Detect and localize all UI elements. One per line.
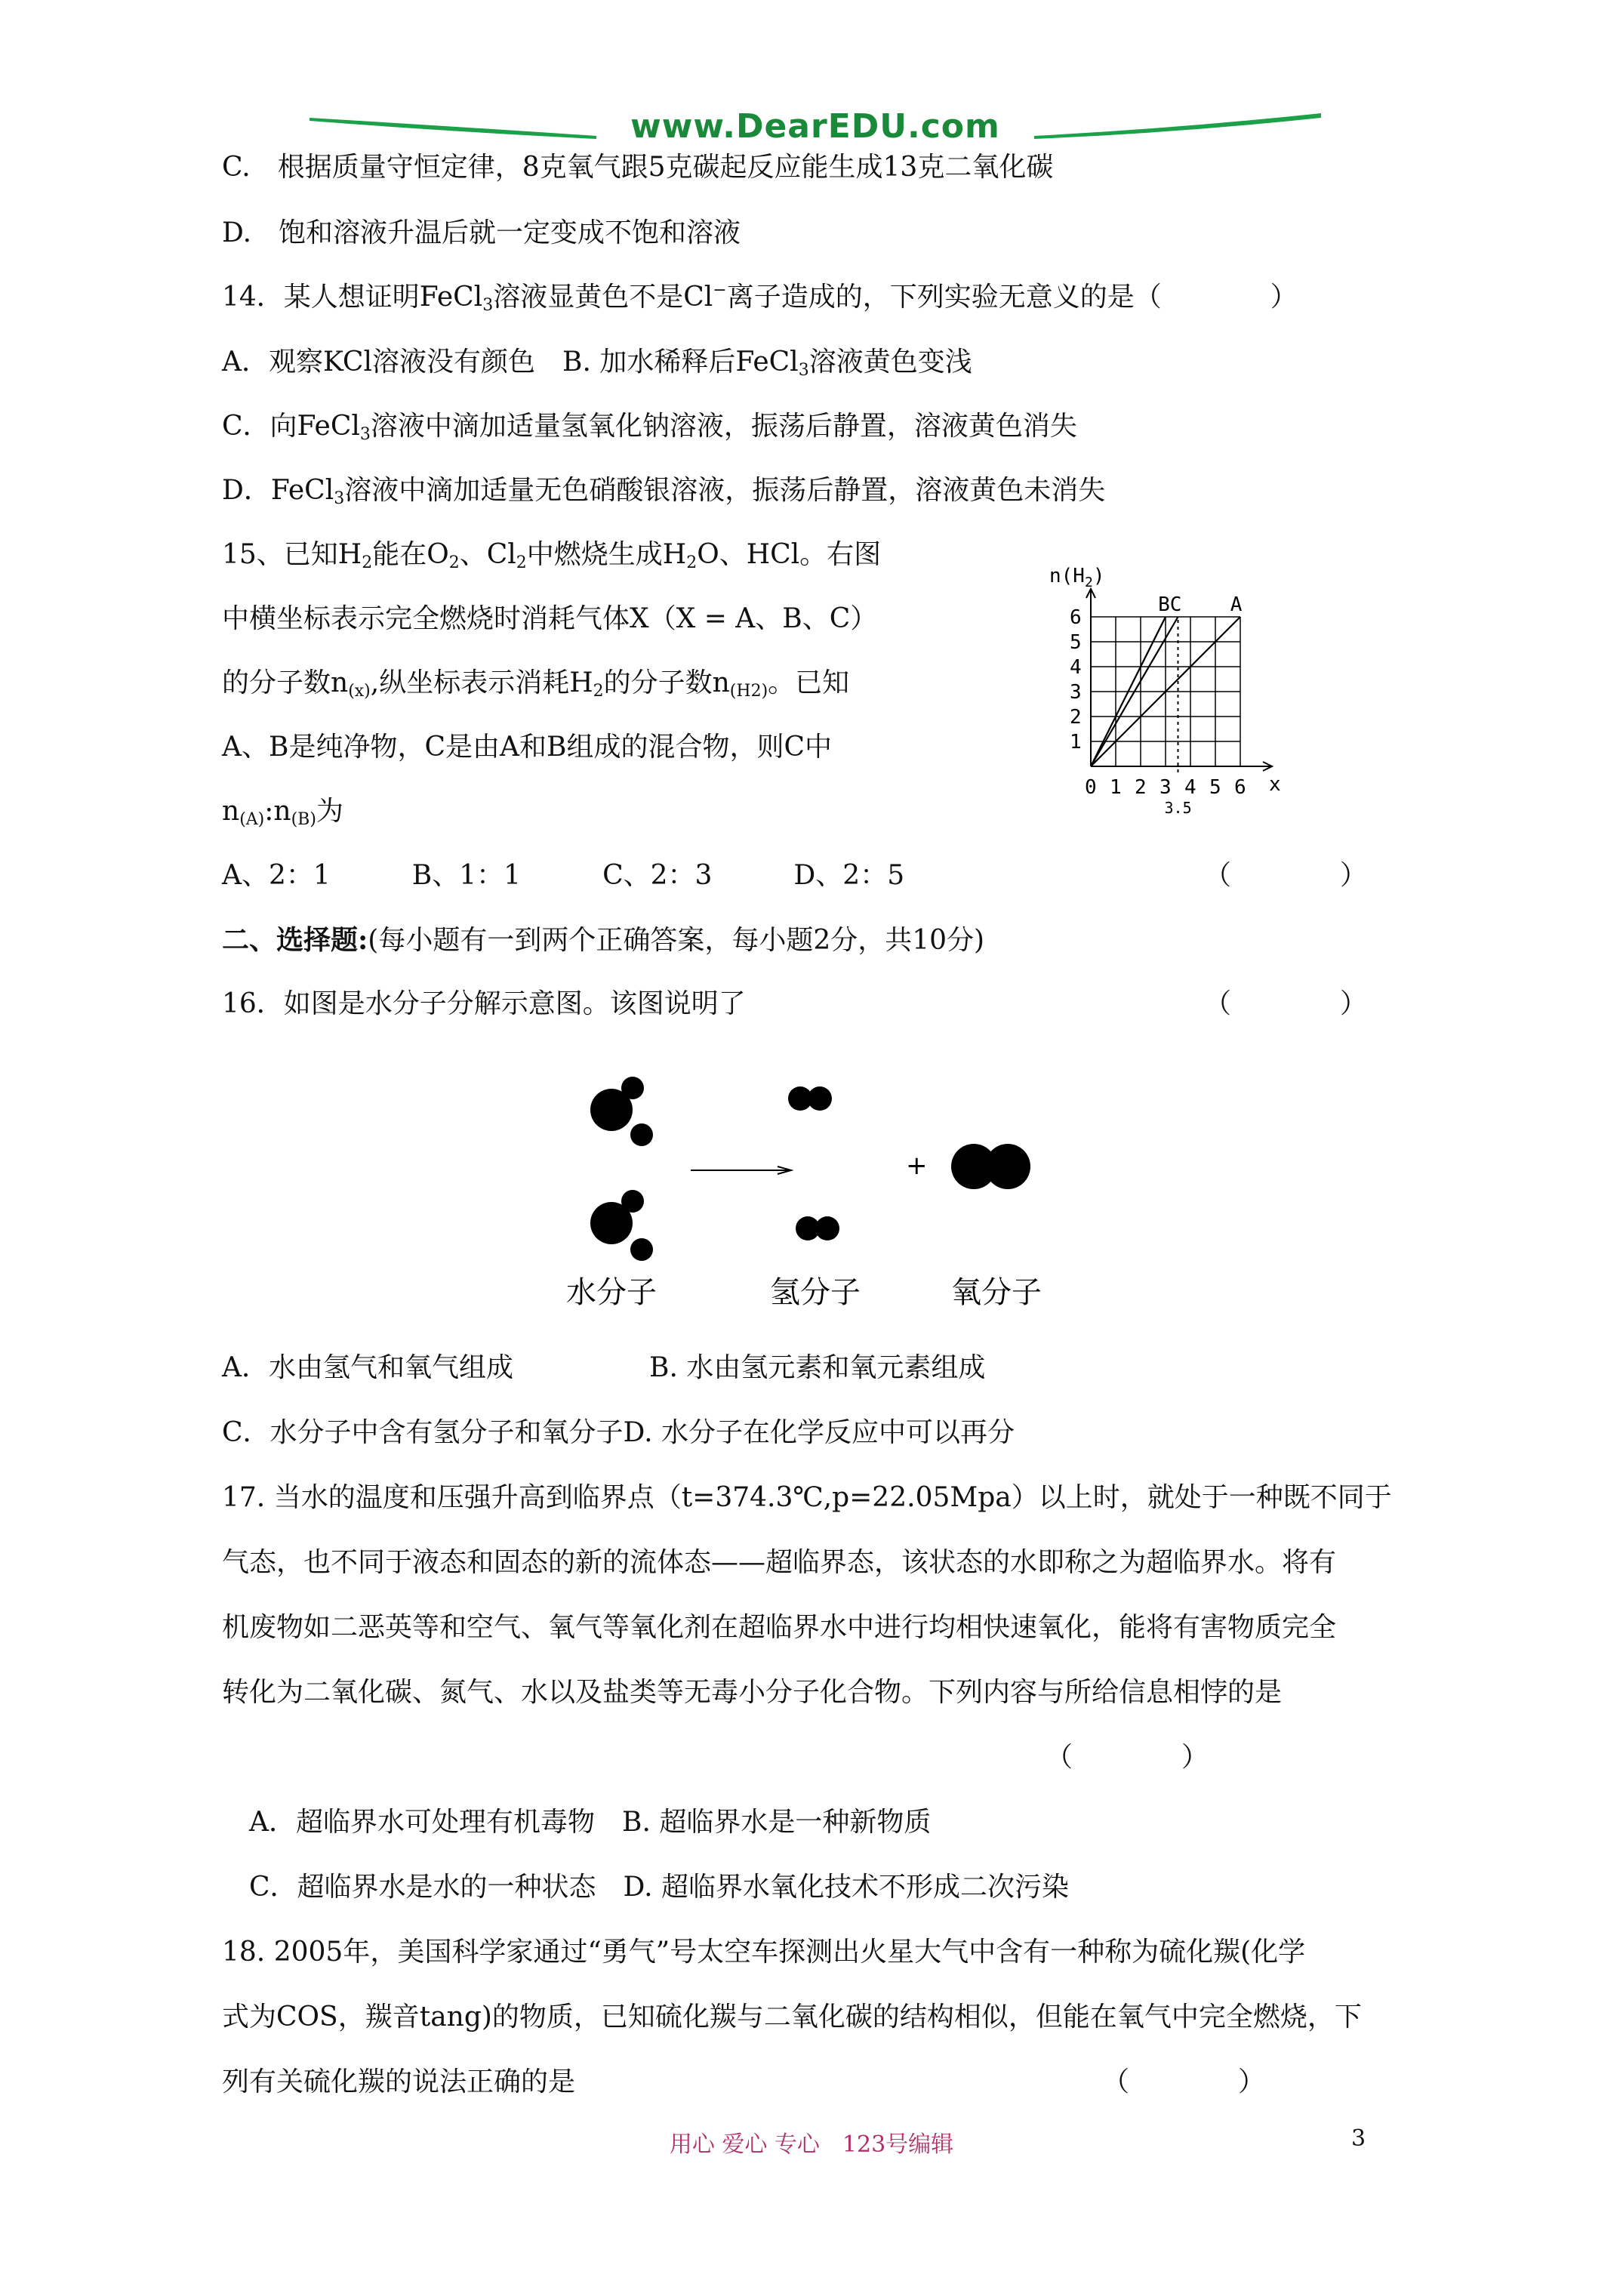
- q18-answer-paren: （ ）: [1102, 2066, 1266, 2097]
- hydrogen-molecule-1-icon: [788, 1086, 832, 1111]
- q13-option-d: D. 饱和溶液升温后就一定变成不饱和溶液: [222, 217, 741, 248]
- q15-line-2: 中横坐标表示完全燃烧时消耗气体X（X = A、B、C）: [222, 603, 878, 634]
- water-decomposition-figure: [551, 1061, 1079, 1318]
- plus-sign: +: [906, 1151, 928, 1181]
- q17-line-4: 转化为二氧化碳、氮气、水以及盐类等无毒小分子化合物。下列内容与所给信息相悖的是: [222, 1677, 1283, 1708]
- x-tick-1: 1: [1110, 776, 1122, 799]
- water-molecule-2-icon: [590, 1190, 653, 1261]
- site-url[interactable]: www.DearEDU.com: [630, 107, 1000, 146]
- graph-svg: [1049, 555, 1306, 815]
- y-tick-3: 3: [1070, 681, 1082, 704]
- label-water-molecule: 水分子: [566, 1275, 657, 1310]
- graph-ylabel: $n(H_2)$: [1049, 565, 1105, 590]
- graph-tick-3-5: 3.5: [1164, 799, 1192, 815]
- q15-line-1: 15、已知$H_2$能在$O_2$、$Cl_2$中燃烧生成$H_2O$、HCl。右图: [222, 539, 882, 572]
- graph-label-a: A: [1230, 593, 1243, 616]
- q17-options-cd: C．超临界水是水的一种状态 D. 超临界水氧化技术不形成二次污染: [249, 1872, 1070, 1903]
- q15-answer-paren: （ ）: [1204, 860, 1368, 891]
- q18-line-3: 列有关硫化羰的说法正确的是: [222, 2066, 576, 2097]
- q15-graph: [1049, 555, 1306, 815]
- q17-line-2: 气态，也不同于液态和固态的新的流体态——超临界态，该状态的水即称之为超临界水。将有: [222, 1547, 1337, 1578]
- x-tick-3: 3: [1160, 776, 1172, 799]
- reaction-arrow-icon: [691, 1166, 791, 1174]
- x-tick-2: 2: [1135, 776, 1147, 799]
- x-tick-6: 6: [1234, 776, 1246, 799]
- label-oxygen-molecule: 氧分子: [951, 1275, 1042, 1310]
- graph-label-bc: BC: [1158, 593, 1182, 616]
- q15-line-3: 的分子数$n_{(x)}$,纵坐标表示消耗$H_2$的分子数$n_{(H2)}$。已知: [222, 667, 850, 701]
- q16-stem: 16．如图是水分子分解示意图。该图说明了: [222, 988, 746, 1019]
- y-tick-2: 2: [1070, 706, 1082, 729]
- q16-answer-paren: （ ）: [1204, 988, 1368, 1019]
- page-number: 3: [1351, 2125, 1366, 2152]
- q14-option-c: C．向FeCl$_3$溶液中滴加适量氢氧化钠溶液，振荡后静置，溶液黄色消失: [222, 411, 1077, 444]
- y-tick-1: 1: [1070, 731, 1082, 754]
- q17-options-ab: A．超临界水可处理有机毒物 B. 超临界水是一种新物质: [249, 1807, 932, 1838]
- oxygen-molecule-icon: [951, 1144, 1030, 1189]
- y-tick-6: 6: [1070, 606, 1082, 629]
- q15-options: A、2：1 B、1：1 C、2：3 D、2：5: [222, 860, 905, 891]
- q14-option-d: D．FeCl$_3$溶液中滴加适量无色硝酸银溶液，振荡后静置，溶液黄色未消失: [222, 475, 1106, 508]
- footer-text: 用心 爱心 专心 123号编辑: [669, 2131, 954, 2158]
- q16-options-ab: A．水由氢气和氧气组成 B. 水由氢元素和氧元素组成: [222, 1352, 986, 1383]
- molecule-svg: [551, 1061, 1079, 1318]
- q14-stem: 14．某人想证明FeCl$_3$溶液显黄色不是Cl−离子造成的，下列实验无意义的是（ ）: [222, 281, 1298, 315]
- q17-line-1: 17. 当水的温度和压强升高到临界点（t=374.3℃,p=22.05Mpa）以上时，就处于一种既不同于: [222, 1482, 1392, 1513]
- q15-line-5: $n_{(A)}:n_{(B)}$为: [222, 796, 343, 829]
- q17-line-3: 机废物如二恶英等和空气、氧气等氧化剂在超临界水中进行均相快速氧化，能将有害物质完全: [222, 1612, 1337, 1643]
- x-tick-0: 0: [1085, 776, 1097, 799]
- q16-options-cd: C．水分子中含有氢分子和氧分子D. 水分子在化学反应中可以再分: [222, 1417, 1015, 1448]
- graph-ticks: [1070, 606, 1246, 799]
- x-tick-4: 4: [1184, 776, 1196, 799]
- hydrogen-molecule-2-icon: [796, 1216, 839, 1240]
- header-banner: [310, 104, 1321, 149]
- q14-options-ab: A．观察KCl溶液没有颜色 B. 加水稀释后FeCl$_3$溶液黄色变浅: [222, 347, 972, 380]
- y-tick-5: 5: [1070, 631, 1082, 654]
- graph-xlabel: x: [1269, 773, 1281, 796]
- x-tick-5: 5: [1209, 776, 1221, 799]
- water-molecule-1-icon: [590, 1077, 653, 1146]
- q18-line-2: 式为COS，羰音tang)的物质，已知硫化羰与二氧化碳的结构相似，但能在氧气中完全燃烧，下: [222, 2002, 1362, 2032]
- q17-answer-paren: （ ）: [1046, 1742, 1209, 1773]
- q13-option-c: C. 根据质量守恒定律，8克氧气跟5克碳起反应能生成13克二氧化碳: [222, 152, 1054, 183]
- q15-line-4: A、B是纯净物，C是由A和B组成的混合物，则C中: [222, 732, 832, 763]
- section-2-heading: 二、选择题:(每小题有一到两个正确答案，每小题2分，共10分): [222, 924, 985, 956]
- q18-line-1: 18. 2005年，美国科学家通过“勇气”号太空车探测出火星大气中含有一种称为硫化羰(化学: [222, 1937, 1306, 1968]
- label-hydrogen-molecule: 氢分子: [770, 1275, 861, 1310]
- y-tick-4: 4: [1070, 656, 1082, 679]
